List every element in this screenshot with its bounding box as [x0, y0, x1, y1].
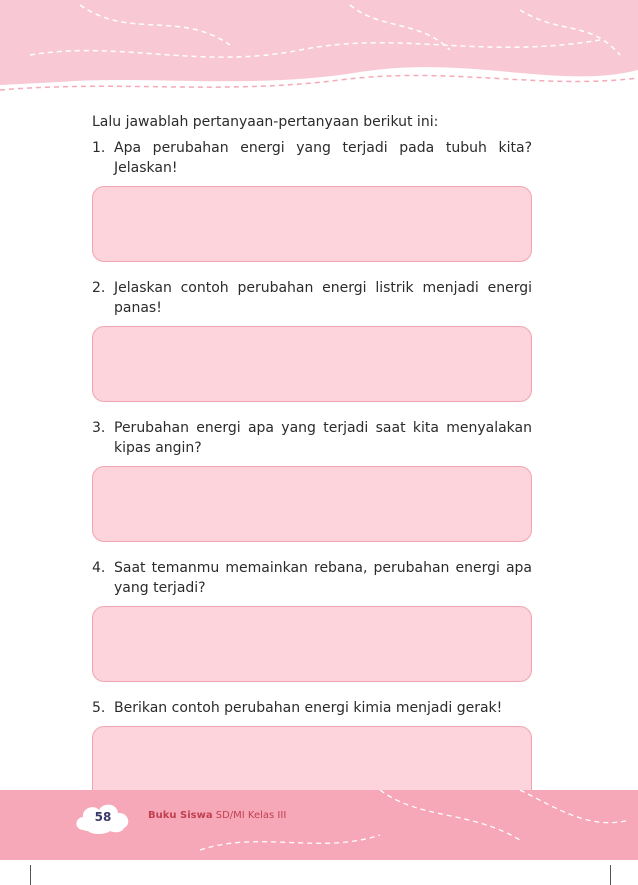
question-text: Saat temanmu memainkan rebana, perubahan energi apa yang terjadi? — [114, 560, 532, 596]
question-5 — [92, 698, 532, 718]
question-number: 2. — [92, 280, 106, 296]
question-text: Berikan contoh perubahan energi kimia menjadi gerak! — [114, 700, 503, 716]
question-text: Perubahan energi apa yang terjadi saat kita menyalakan kipas angin? — [114, 420, 532, 456]
instruction-text: Lalu jawablah pertanyaan-pertanyaan berikut ini: — [92, 114, 439, 130]
question-3 — [92, 418, 532, 458]
question-2 — [92, 278, 532, 318]
book-title-rest: SD/MI Kelas III — [212, 810, 287, 821]
exercise-content — [92, 112, 532, 818]
question-4 — [92, 558, 532, 598]
crop-mark — [30, 865, 31, 885]
question-number: 3. — [92, 420, 106, 436]
book-title — [148, 810, 286, 821]
question-number: 4. — [92, 560, 106, 576]
question-text: Jelaskan contoh perubahan energi listrik menjadi energi panas! — [114, 280, 532, 316]
page-number: 58 — [94, 810, 112, 824]
header-decoration — [0, 0, 638, 110]
question-number: 5. — [92, 700, 106, 716]
crop-mark — [610, 865, 611, 885]
answer-box-2[interactable] — [92, 326, 532, 402]
question-number: 1. — [92, 140, 106, 156]
answer-box-4[interactable] — [92, 606, 532, 682]
answer-box-3[interactable] — [92, 466, 532, 542]
book-title-bold: Buku Siswa — [148, 810, 213, 821]
question-text: Apa perubahan energi yang terjadi pada tubuh kita? Jelaskan! — [114, 140, 532, 176]
question-1 — [92, 138, 532, 178]
answer-box-1[interactable] — [92, 186, 532, 262]
